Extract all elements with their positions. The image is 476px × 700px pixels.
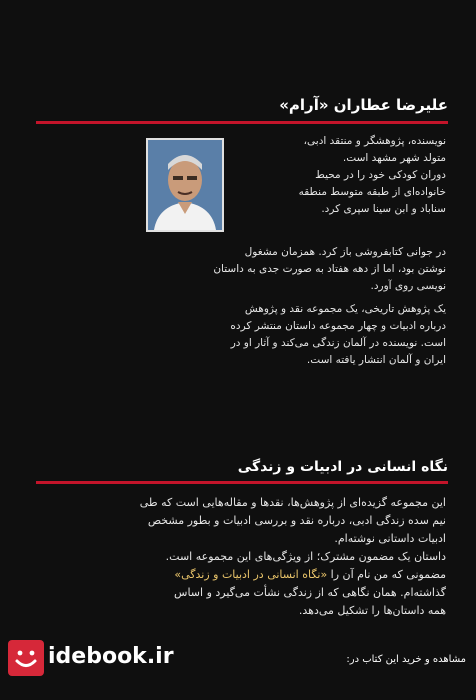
author-bio-long (206, 244, 446, 369)
description-line: ادبیات داستانی نوشته‌ام. (334, 532, 446, 545)
bio-line: خانواده‌ای از طبقه متوسط منطقه (298, 186, 446, 198)
author-photo (146, 138, 224, 232)
description-line: نیم سده زندگی ادبی، درباره نقد و بررسی ادبیات و بطور مشخص (147, 514, 446, 527)
author-bio-short (236, 133, 446, 218)
bio-line: نویسنده، پژوهشگر و منتقد ادبی، (303, 135, 446, 147)
title-divider (36, 481, 448, 484)
description-text: مضمونی که من نام آن را (327, 568, 446, 581)
bio-line: نوشتن بود، اما از دهه هفتاد به صورت جدی به داستان (213, 263, 446, 275)
bio-line: ایران و آلمان انتشار یافته است. (306, 354, 446, 366)
site-logo-text[interactable]: idebook.ir (48, 644, 174, 669)
author-name: علیرضا عطاران «آرام» (279, 96, 448, 114)
description-line: داستان یک مضمون مشترک؛ از ویژگی‌های این مجموعه است. (165, 550, 446, 563)
footer-caption: مشاهده و خرید این کتاب در: (346, 654, 466, 665)
bio-line: است. نویسنده در آلمان زندگی می‌کند و آثار او در (230, 337, 446, 349)
description-line: این مجموعه گزیده‌ای از پژوهش‌ها، نقدها و مقاله‌هایی است که طی (139, 496, 446, 509)
description-line: همه داستان‌ها را تشکیل می‌دهد. (298, 604, 446, 617)
book-title: نگاه انسانی در ادبیات و زندگی (237, 459, 448, 475)
bio-line: نویسی روی آورد. (370, 280, 446, 292)
smile-icon (8, 640, 44, 676)
description-line: گذاشته‌ام. همان نگاهی که از زندگی نشأت می‌گیرد و اساس (174, 586, 446, 599)
portrait-image (148, 140, 222, 230)
bio-line: درباره ادبیات و چهار مجموعه داستان منتشر کرده (230, 320, 446, 332)
bio-line: دوران کودکی خود را در محیط (315, 169, 446, 181)
author-divider (36, 121, 448, 124)
bio-line: متولد شهر مشهد است. (342, 152, 446, 164)
description-line (26, 566, 446, 584)
book-description (26, 494, 446, 620)
bio-line: در جوانی کتابفروشی باز کرد. همزمان مشغول (244, 246, 446, 258)
site-footer (0, 636, 476, 700)
bio-line: سناباد و ابن سینا سپری کرد. (321, 203, 446, 215)
logo-icon[interactable] (8, 640, 44, 676)
highlight-phrase: «نگاه انسانی در ادبیات و زندگی» (174, 568, 328, 581)
bio-line: یک پژوهش تاریخی، یک مجموعه نقد و پژوهش (244, 303, 446, 315)
